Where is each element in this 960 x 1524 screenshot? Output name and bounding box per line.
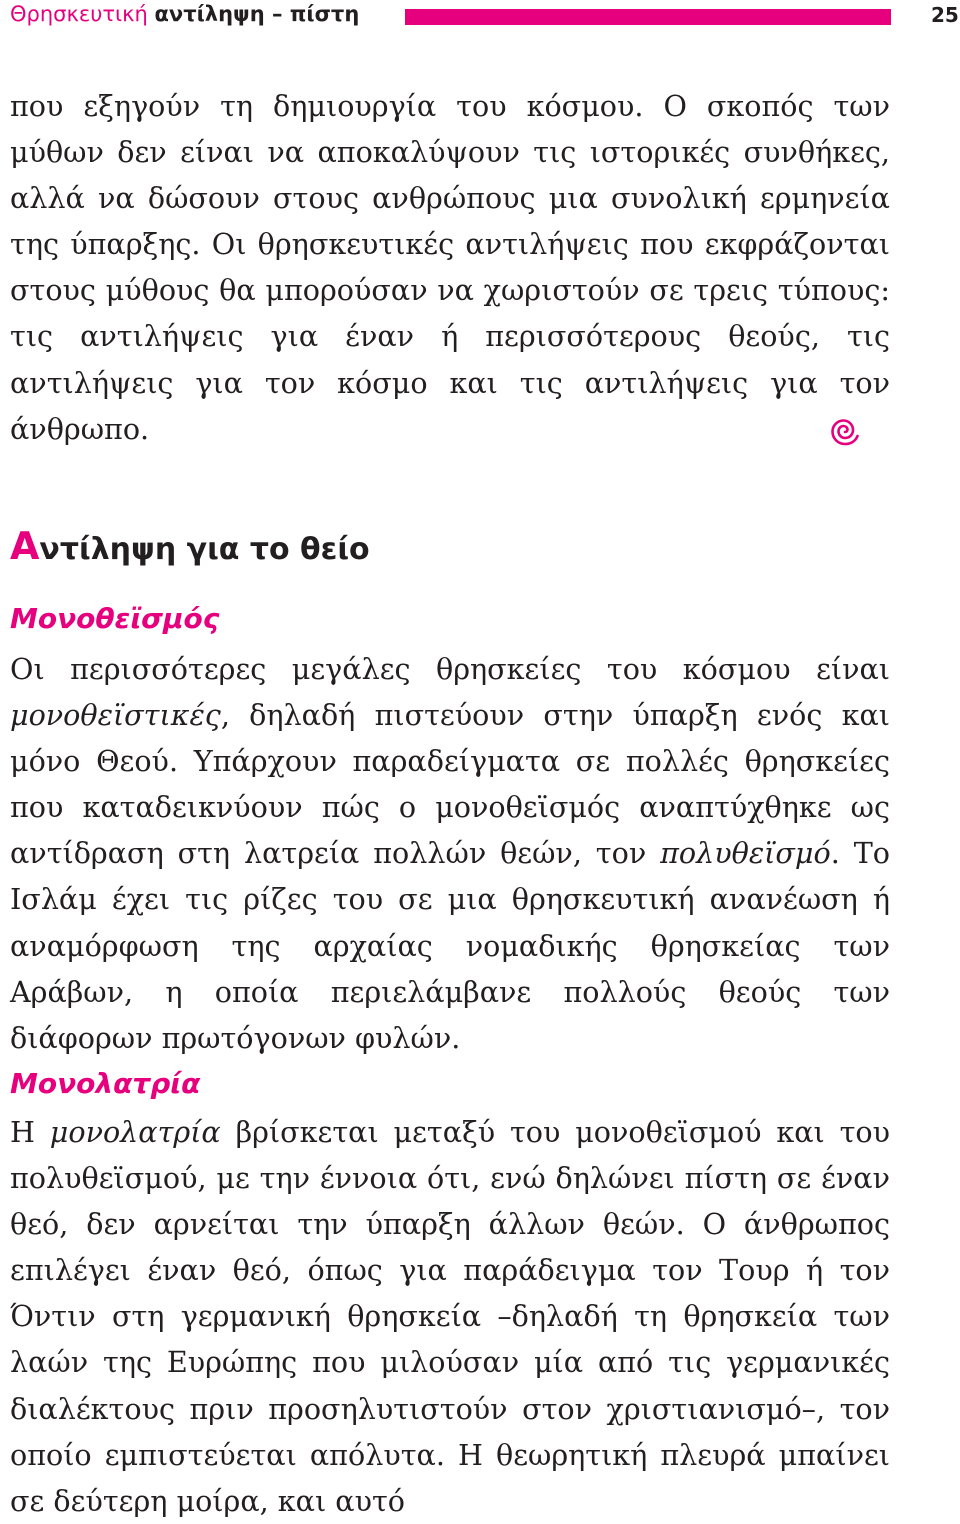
header-accent-bar [405, 9, 891, 25]
monotheism-text-1: Οι περισσότερες μεγάλες θρησκείες του κόσμου είναι [10, 652, 890, 686]
monolatry-term-1: μονολατρία [49, 1115, 221, 1149]
monotheism-heading: Μονοθεϊσμός [10, 602, 220, 635]
header-subtitle: αντίληψη – πίστη [154, 2, 360, 26]
monotheism-paragraph [10, 646, 890, 1061]
section-title-rest: ντίληψη για το θείο [39, 532, 370, 567]
intro-paragraph: που εξηγούν τη δημιουργία του κόσμου. Ο σκοπός των μύθων δεν είναι να αποκαλύψουν τις ιστορικές συνθήκες, αλλά να δώσουν στους ανθρώπους μια συνολική ερμηνεία της ύπαρξης. Οι θρησκευτικές αντιλήψεις που εκφράζονται στους μύθους θα μπορούσαν να χωριστούν σε τρεις τύπους: τις αντιλήψεις για έναν ή περισσότερους θεούς, τις αντιλήψεις για τον κόσμο και τις αντιλήψεις για τον άνθρωπο. [10, 89, 890, 446]
section-title [10, 524, 370, 572]
monotheism-text-2: , δηλαδή πιστεύουν στην ύπαρξη ενός και μόνο Θεού. Υπάρχουν παραδείγματα σε πολλές θρησκείες που καταδεικνύουν πώς ο μονοθεϊσμός αναπτύχθηκε ως αντίδραση στη λατρεία πολλών θεών, τον [10, 698, 890, 871]
monotheism-text-3: . Το Ισλάμ έχει τις ρίζες του σε μια θρησκευτική ανανέωση ή αναμόρφωση της αρχαίας νομαδικής θρησκείας των Αράβων, η οποία περιελάμβανε πολλούς θεούς των διάφορων πρωτόγονων φυλών. [10, 836, 890, 1055]
monolatry-paragraph [10, 1109, 890, 1524]
header-category: Θρησκευτική [10, 2, 148, 26]
running-header-title [10, 2, 359, 26]
running-header [0, 0, 960, 32]
monotheism-term-2: πολυθεϊσμό [660, 836, 831, 871]
section-title-initial: Α [10, 524, 40, 568]
monolatry-text-1: Η [10, 1115, 50, 1149]
spiral-icon [829, 416, 861, 448]
monotheism-term-1: μονοθεϊστικές [10, 698, 221, 733]
monolatry-heading: Μονολατρία [10, 1067, 201, 1100]
monolatry-text-2: βρίσκεται μεταξύ του μονοθεϊσμού και του πολυθεϊσμού, με την έννοια ότι, ενώ δηλώνει πίστη σε έναν θεό, δεν αρνείται την ύπαρξη άλλων θεών. Ο άνθρωπος επιλέγει έναν θεό, όπως για παράδειγμα τον Τουρ ή τον Όντιν στη γερμανική θρησκεία –δηλαδή τη θρησκεία των λαών της Ευρώπης που μιλούσαν μία από τις γερμανικές διαλέκτους πριν προσηλυτιστούν στον χριστιανισμό–, τον οποίο εμπιστεύεται απόλυτα. Η θεωρητική πλευρά μπαίνει σε δεύτερη μοίρα, και αυτό [10, 1115, 890, 1518]
page-number: 25 [931, 3, 959, 27]
